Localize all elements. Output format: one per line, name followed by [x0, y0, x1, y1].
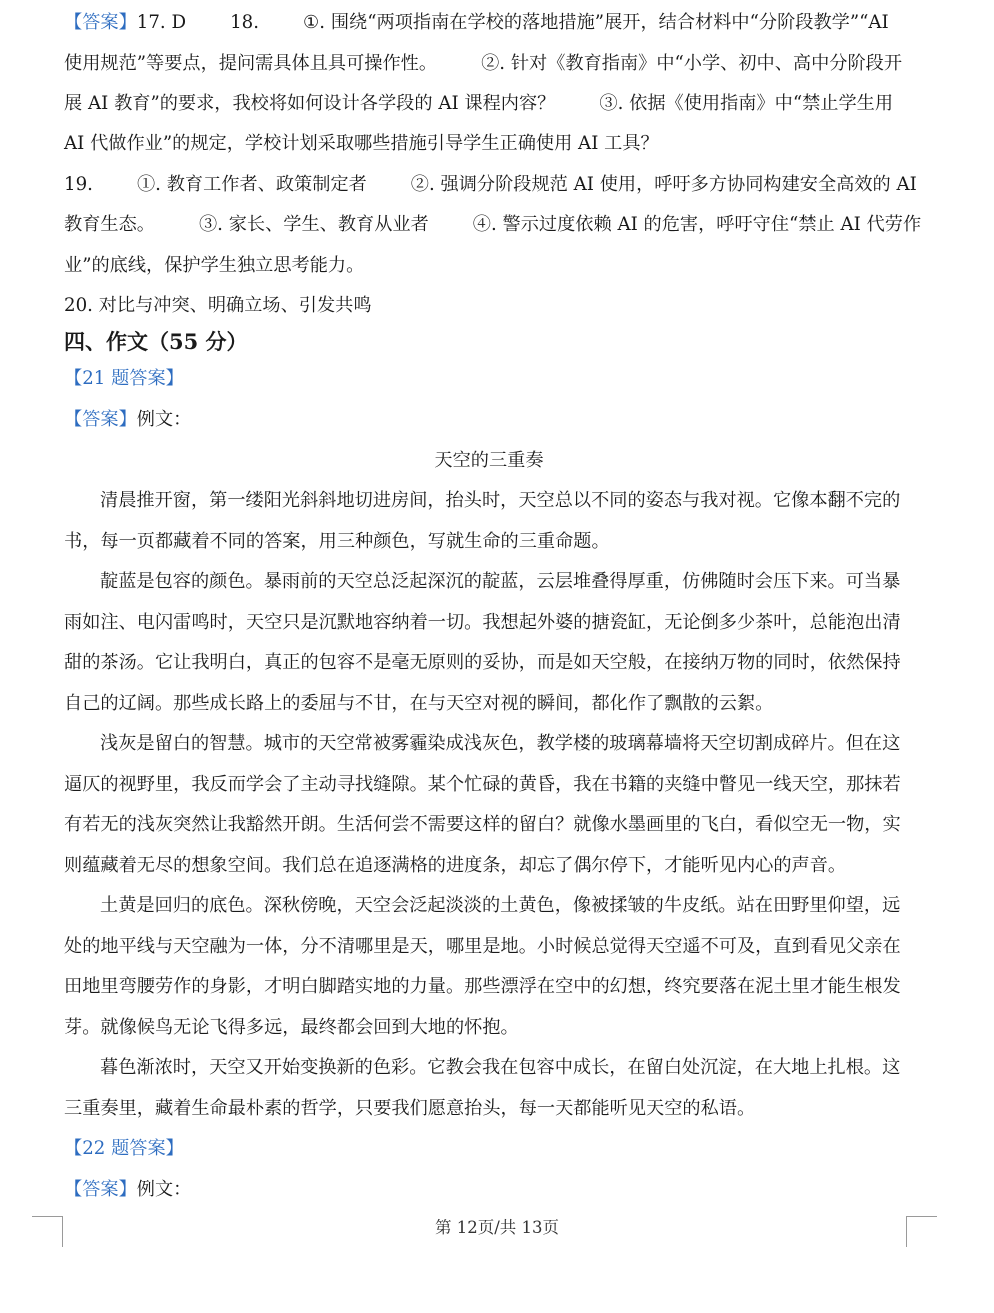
answer-19-point-1: ①. 教育工作者、政策制定者 — [136, 174, 367, 195]
page-number: 第 12页/共 13页 — [434, 1218, 560, 1237]
question-22-label: 【22 题答案】 — [64, 1138, 184, 1159]
example-label-line — [64, 407, 191, 433]
essay-line: 浅灰是留白的智慧。城市的天空常被雾霾染成浅灰色，教学楼的玻璃幕墙将天空切割成碎片。但在这 — [100, 733, 901, 754]
answer-line — [64, 91, 893, 117]
answer-18-point-1: ①. 围绕“两项指南在学校的落地措施”展开，结合材料中“分阶段教学”“AI — [303, 12, 889, 33]
essay-line: 暮色渐浓时，天空又开始变换新的色彩。它教会我在包容中成长，在留白处沉淀，在大地上扎根。这 — [100, 1057, 901, 1078]
answer-20: 20. 对比与冲突、明确立场、引发共鸣 — [64, 295, 372, 316]
answer-line — [64, 51, 902, 77]
essay-line: 处的地平线与天空融为一体，分不清哪里是天，哪里是地。小时候总觉得天空遥不可及，直到看见父亲在 — [64, 936, 901, 957]
answer-18-point-2: ②. 针对《教育指南》中“小学、初中、高中分阶段开 — [481, 53, 903, 74]
example-label: 例文： — [136, 1179, 192, 1200]
answer-line-20 — [64, 293, 372, 319]
essay-line: 芽。就像候鸟无论飞得多远，最终都会回到大地的怀抱。 — [64, 1017, 519, 1038]
answer-tag: 【答案】 — [64, 12, 137, 33]
essay-line: 则蕴藏着无尽的想象空间。我们总在追逐满格的进度条，却忘了偶尔停下，才能听见内心的声音。 — [64, 855, 847, 876]
essay-line: 雨如注、电闪雷鸣时，天空只是沉默地容纳着一切。我想起外婆的搪瓷缸，无论倒多少茶叶，总能泡出清 — [64, 612, 901, 633]
essay-line: 自己的辽阔。那些成长路上的委屈与不甘，在与天空对视的瞬间，都化作了飘散的云絮。 — [64, 693, 774, 714]
essay-title: 天空的三重奏 — [434, 450, 544, 471]
essay-line: 三重奏里，藏着生命最朴素的哲学，只要我们愿意抬头，每一天都能听见天空的私语。 — [64, 1098, 756, 1119]
answer-19-point-4-cont: 业”的底线，保护学生独立思考能力。 — [64, 255, 365, 276]
answer-line-19 — [64, 172, 917, 198]
answer-line — [64, 212, 921, 238]
answer-tag: 【答案】 — [64, 409, 137, 430]
essay-line: 书，每一页都藏着不同的答案，用三种颜色，写就生命的三重命题。 — [64, 531, 610, 552]
answer-18-point-3-cont: AI 代做作业”的规定，学校计划采取哪些措施引导学生正确使用 AI 工具？ — [64, 133, 659, 154]
essay-line: 有若无的浅灰突然让我豁然开朗。生活何尝不需要这样的留白？就像水墨画里的飞白，看似空无一物，实 — [64, 814, 901, 835]
example-label-line — [64, 1177, 191, 1203]
question-18-number: 18. — [230, 12, 259, 33]
essay-line: 田地里弯腰劳作的身影，才明白脚踏实地的力量。那些漂浮在空中的幻想，终究要落在泥土里才能生根发 — [64, 976, 901, 997]
answer-18-point-3: ③. 依据《使用指南》中“禁止学生用 — [599, 93, 894, 114]
answer-19-point-2: ②. 强调分阶段规范 AI 使用，呼吁多方协同构建安全高效的 AI — [410, 174, 917, 195]
question-21-label: 【21 题答案】 — [64, 368, 184, 389]
answer-19-point-3: ③. 家长、学生、教育从业者 — [198, 214, 429, 235]
answer-19-point-2-cont: 教育生态。 — [64, 214, 155, 235]
essay-line: 土黄是回归的底色。深秋傍晚，天空会泛起淡淡的土黄色，像被揉皱的牛皮纸。站在田野里仰望，远 — [100, 895, 901, 916]
answer-18-point-1-cont: 使用规范”等要点，提问需具体且具可操作性。 — [64, 53, 438, 74]
question-19-number: 19. — [64, 174, 93, 195]
answer-line — [64, 253, 364, 279]
essay-line: 逼仄的视野里，我反而学会了主动寻找缝隙。某个忙碌的黄昏，我在书籍的夹缝中瞥见一线天空，那抹若 — [64, 774, 901, 795]
essay-line: 甜的茶汤。它让我明白，真正的包容不是毫无原则的妥协，而是如天空般，在接纳万物的同时，依然保持 — [64, 652, 901, 673]
answer-19-point-4: ④. 警示过度依赖 AI 的危害，呼吁守住“禁止 AI 代劳作 — [472, 214, 922, 235]
answer-17: 17. D — [136, 12, 187, 33]
answer-line-17-18 — [64, 10, 889, 36]
essay-line: 靛蓝是包容的颜色。暴雨前的天空总泛起深沉的靛蓝，云层堆叠得厚重，仿佛随时会压下来。可当暴 — [100, 571, 901, 592]
section-heading: 四、作文（55 分） — [64, 329, 248, 354]
answer-tag: 【答案】 — [64, 1179, 137, 1200]
essay-line: 清晨推开窗，第一缕阳光斜斜地切进房间，抬头时，天空总以不同的姿态与我对视。它像本翻不完的 — [100, 490, 901, 511]
example-label: 例文： — [136, 409, 192, 430]
answer-18-point-2-cont: 展 AI 教育”的要求，我校将如何设计各学段的 AI 课程内容？ — [64, 93, 556, 114]
answer-line — [64, 131, 659, 157]
